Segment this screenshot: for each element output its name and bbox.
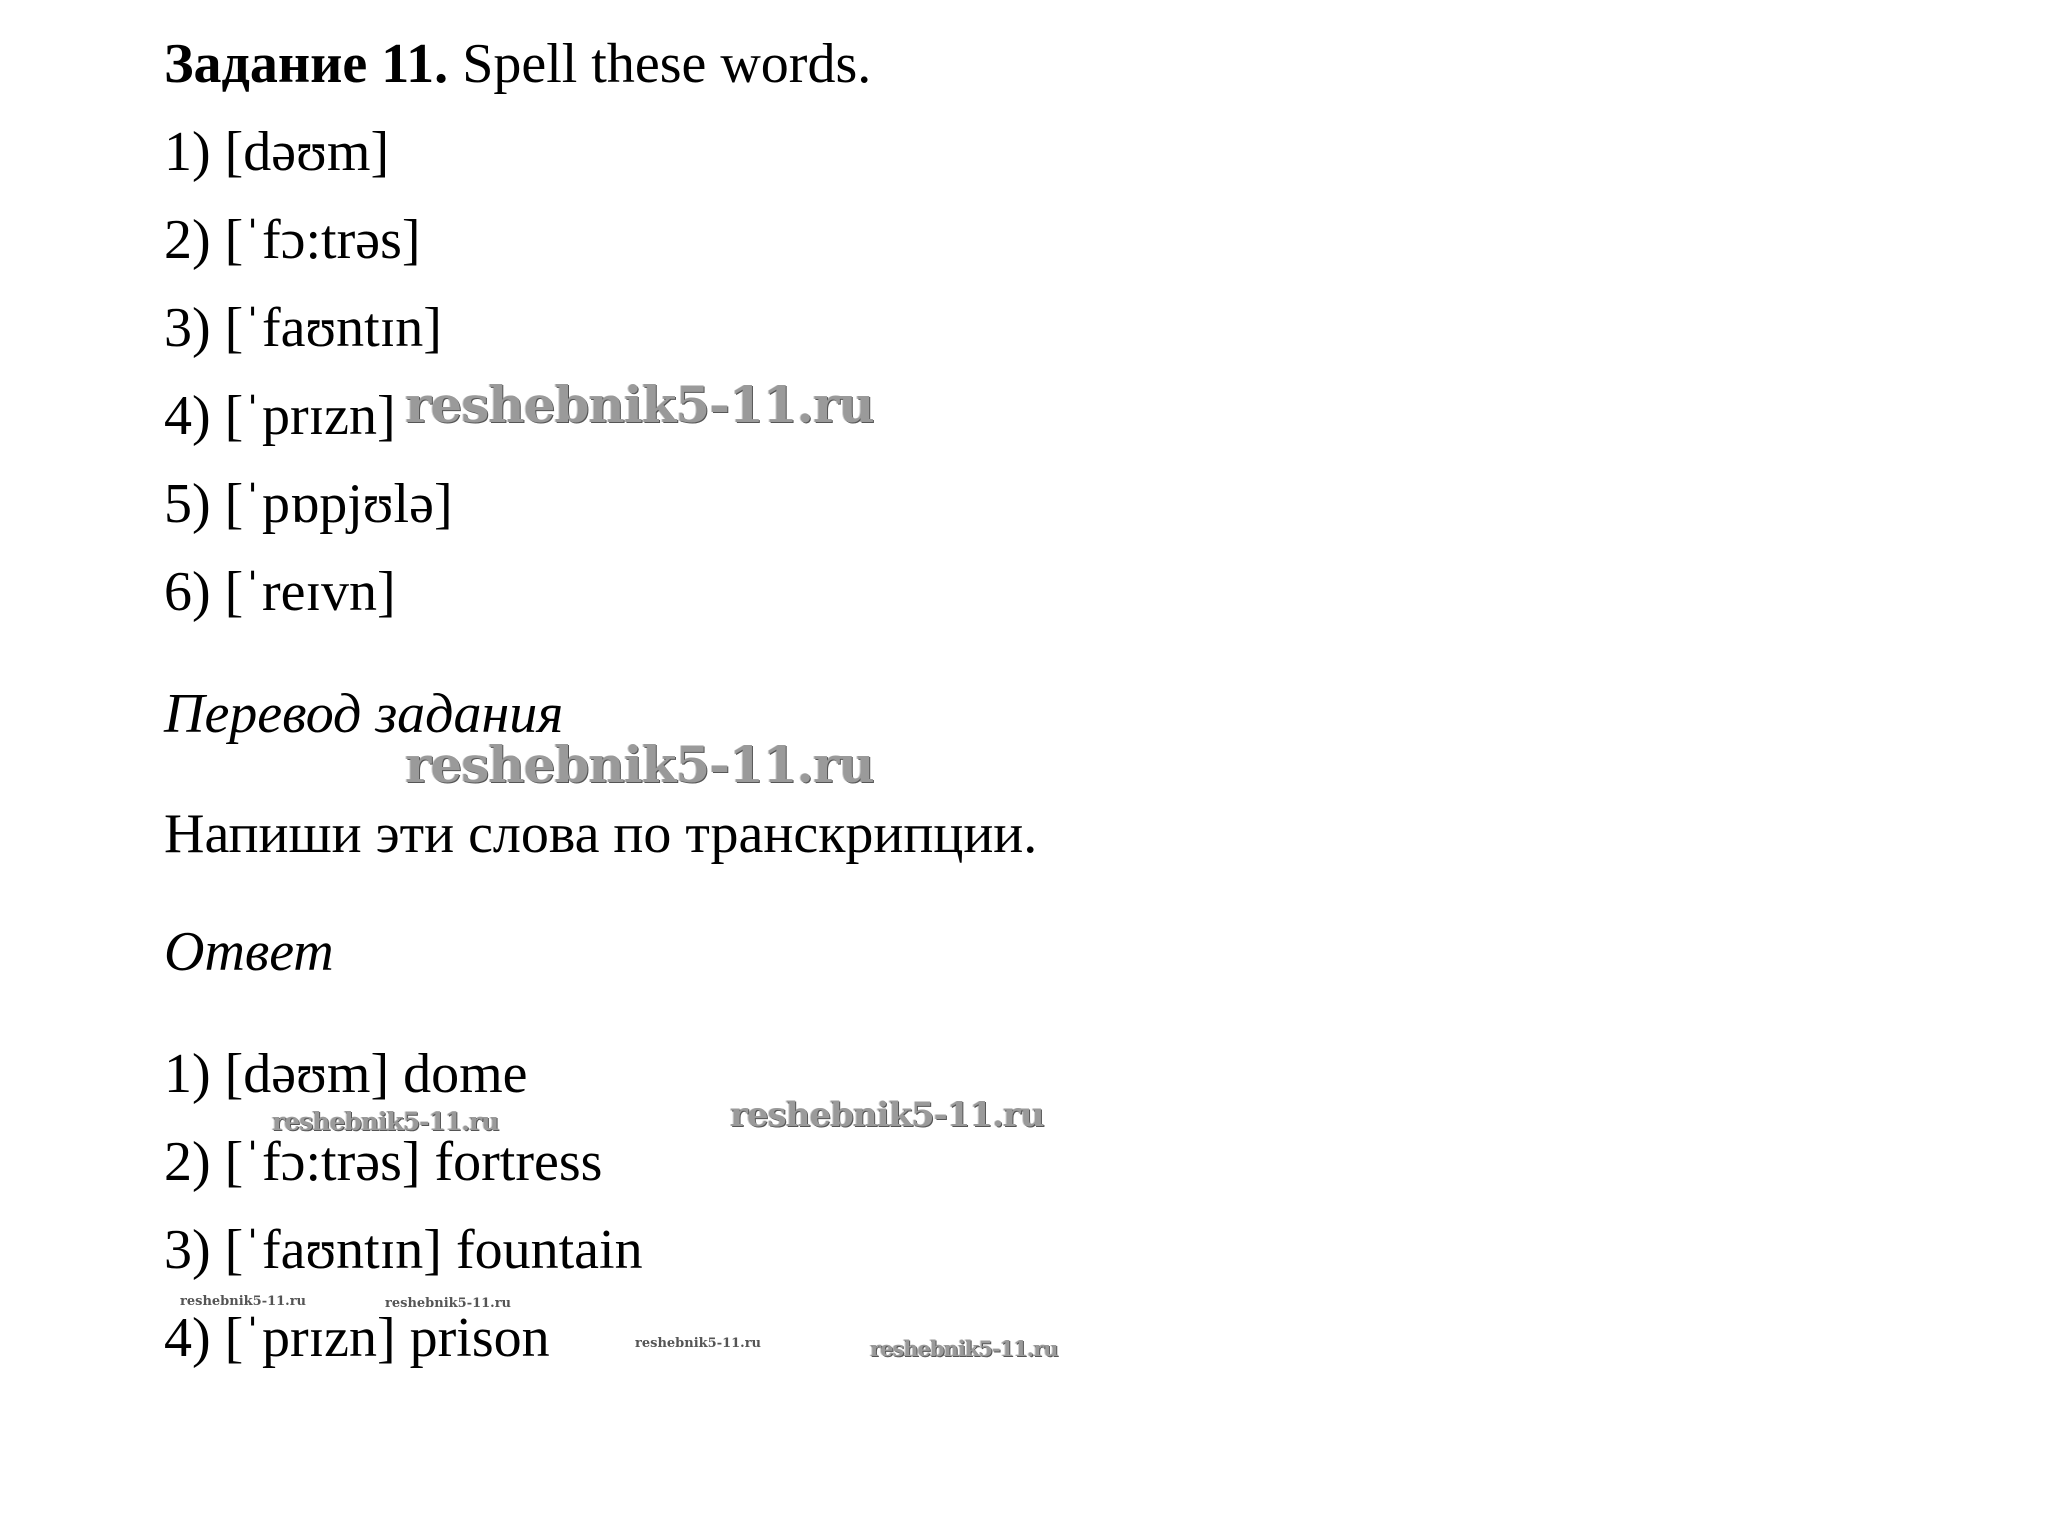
transcription-item: 2) [ˈfɔ:trəs] [164, 209, 421, 271]
task-instruction: Spell these words. [462, 33, 872, 95]
watermark: reshebnik5-11.ru [180, 1294, 307, 1309]
translation-heading: Перевод задания [164, 683, 564, 745]
answer-item: 2) [ˈfɔ:trəs] fortress [164, 1131, 603, 1193]
transcription-item: 1) [dəʊm] [164, 121, 390, 183]
watermark: reshebnik5-11.ru [870, 1336, 1058, 1361]
answer-heading: Ответ [164, 921, 334, 983]
answer-item: 3) [ˈfaʊntɪn] fountain [164, 1219, 643, 1281]
transcription-item: 4) [ˈprɪzn] [164, 385, 396, 447]
watermark: reshebnik5-11.ru [405, 735, 874, 794]
answer-item: 4) [ˈprɪzn] prison [164, 1307, 550, 1369]
watermark: reshebnik5-11.ru [405, 375, 874, 434]
task-title [164, 30, 871, 98]
transcription-item: 6) [ˈreɪvn] [164, 561, 396, 623]
watermark: reshebnik5-11.ru [730, 1095, 1044, 1135]
watermark: reshebnik5-11.ru [272, 1107, 499, 1136]
watermark: reshebnik5-11.ru [635, 1336, 762, 1351]
answer-item: 1) [dəʊm] dome [164, 1043, 528, 1105]
translation-text: Напиши эти слова по транскрипции. [164, 803, 1038, 865]
transcription-item: 5) [ˈpɒpjʊlə] [164, 473, 453, 535]
watermark: reshebnik5-11.ru [385, 1296, 512, 1311]
task-label: Задание 11. [164, 33, 449, 95]
transcription-item: 3) [ˈfaʊntɪn] [164, 297, 442, 359]
